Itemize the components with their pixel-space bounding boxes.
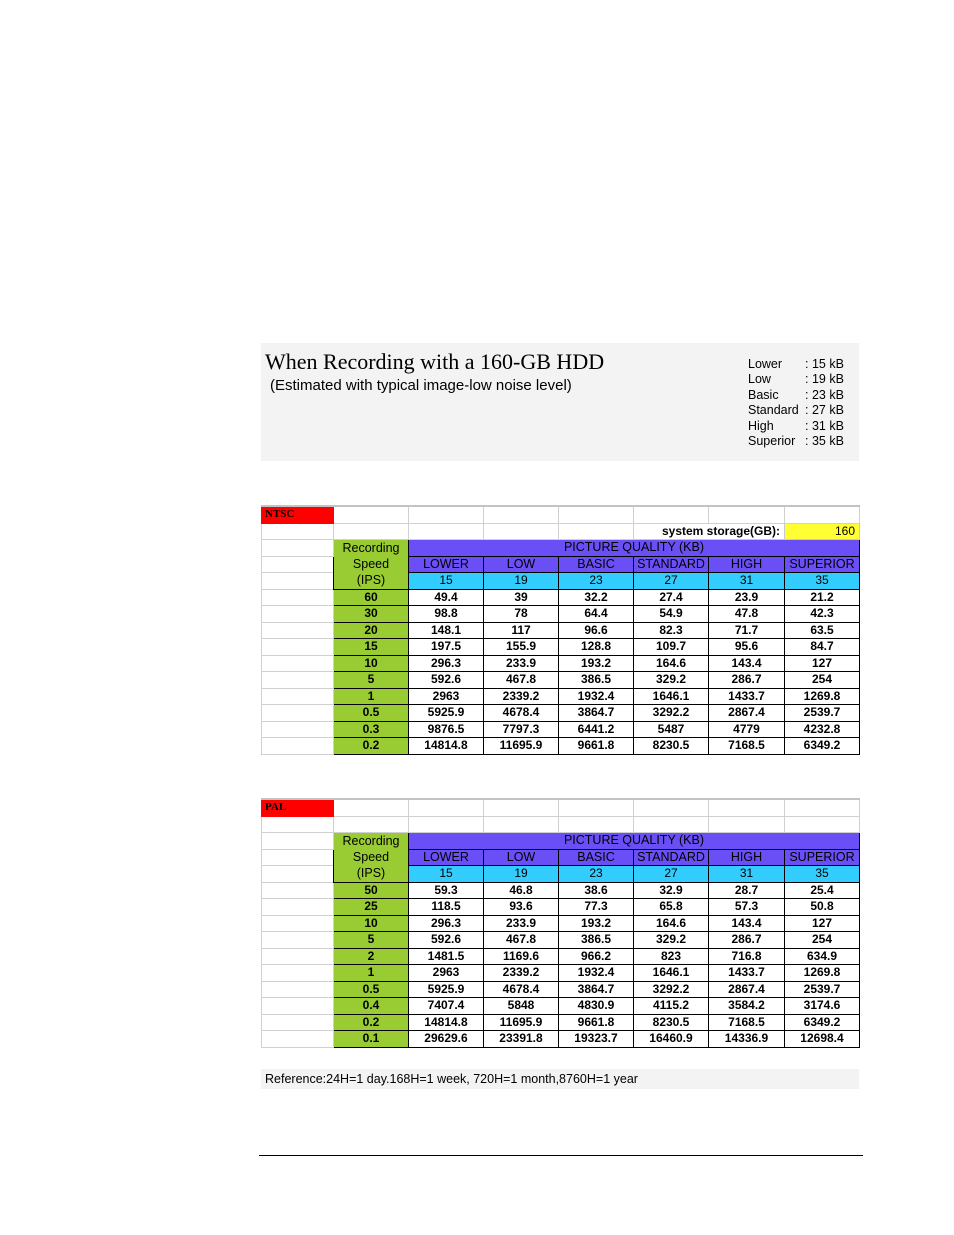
table-row	[262, 606, 860, 623]
hours-value: 8230.5	[634, 738, 709, 755]
empty-cell	[262, 639, 334, 656]
reference-note: Reference:24H=1 day.168H=1 week, 720H=1 month,8760H=1 year	[261, 1069, 859, 1089]
empty-cell	[262, 606, 334, 623]
hours-value: 84.7	[785, 639, 860, 656]
recording-speed-header	[334, 540, 409, 590]
quality-size: 35	[785, 573, 860, 590]
table-row	[262, 639, 860, 656]
hours-value: 98.8	[409, 606, 484, 623]
quality-size: 23	[559, 573, 634, 590]
legend-name: Lower	[748, 357, 783, 371]
hours-value: 1932.4	[559, 965, 634, 982]
hours-value: 65.8	[634, 899, 709, 916]
speed-value: 0.2	[334, 738, 409, 755]
hours-value: 96.6	[559, 622, 634, 639]
quality-size: 27	[634, 866, 709, 883]
hours-value: 6349.2	[785, 1014, 860, 1031]
hours-value: 197.5	[409, 639, 484, 656]
hours-value: 254	[785, 672, 860, 689]
hours-value: 2539.7	[785, 705, 860, 722]
hours-value: 2539.7	[785, 981, 860, 998]
legend-row	[748, 357, 844, 372]
hours-value: 9661.8	[559, 738, 634, 755]
storage-row	[262, 523, 860, 540]
legend-row	[748, 403, 844, 418]
legend-size: : 27 kB	[805, 403, 844, 418]
speed-header-line: Speed	[352, 557, 390, 572]
legend-row	[748, 372, 844, 387]
quality-name: BASIC	[559, 556, 634, 573]
hours-value: 12698.4	[785, 1031, 860, 1048]
legend-name: High	[748, 418, 774, 433]
hours-value: 2339.2	[484, 965, 559, 982]
quality-name: STANDARD	[634, 849, 709, 866]
hours-value: 7168.5	[709, 738, 785, 755]
pal-table	[261, 798, 860, 1048]
empty-cell	[262, 556, 334, 573]
quality-name: LOWER	[409, 849, 484, 866]
speed-value: 60	[334, 589, 409, 606]
quality-size: 15	[409, 866, 484, 883]
hours-value: 117	[484, 622, 559, 639]
legend-name: Superior	[748, 434, 796, 449]
hours-value: 59.3	[409, 882, 484, 899]
empty-cell	[785, 506, 860, 523]
quality-size: 31	[709, 866, 785, 883]
legend-name: Low	[748, 372, 771, 387]
table-row	[262, 965, 860, 982]
speed-value: 0.4	[334, 998, 409, 1015]
page-title: When Recording with a 160-GB HDD	[265, 349, 605, 374]
hours-value: 29629.6	[409, 1031, 484, 1048]
hours-value: 1646.1	[634, 965, 709, 982]
hours-value: 3292.2	[634, 981, 709, 998]
page-subtitle: (Estimated with typical image-low noise level)	[270, 377, 572, 394]
speed-header-line: Recording	[342, 541, 400, 556]
standard-tag: PAL	[262, 799, 334, 816]
empty-cell	[262, 523, 334, 540]
hours-value: 386.5	[559, 672, 634, 689]
quality-name: SUPERIOR	[785, 849, 860, 866]
quality-size: 15	[409, 573, 484, 590]
empty-cell	[262, 1014, 334, 1031]
hours-value: 467.8	[484, 932, 559, 949]
hours-value: 50.8	[785, 899, 860, 916]
legend-size: : 23 kB	[805, 387, 844, 402]
quality-name: STANDARD	[634, 556, 709, 573]
hours-value: 32.9	[634, 882, 709, 899]
legend-row	[748, 419, 844, 434]
speed-value: 0.5	[334, 705, 409, 722]
hours-value: 966.2	[559, 948, 634, 965]
hours-value: 4678.4	[484, 981, 559, 998]
table-row	[262, 981, 860, 998]
hours-value: 3292.2	[634, 705, 709, 722]
hours-value: 46.8	[484, 882, 559, 899]
speed-value: 20	[334, 622, 409, 639]
hours-value: 38.6	[559, 882, 634, 899]
legend-name: Basic	[748, 387, 779, 402]
empty-cell	[409, 799, 484, 816]
table-row	[262, 738, 860, 755]
hours-value: 78	[484, 606, 559, 623]
table-row	[262, 688, 860, 705]
hours-value: 2963	[409, 965, 484, 982]
empty-cell	[409, 523, 484, 540]
hours-value: 82.3	[634, 622, 709, 639]
hours-value: 28.7	[709, 882, 785, 899]
quality-size: 19	[484, 866, 559, 883]
hours-value: 8230.5	[634, 1014, 709, 1031]
hours-value: 1646.1	[634, 688, 709, 705]
hours-value: 32.2	[559, 589, 634, 606]
empty-cell	[334, 523, 409, 540]
hours-value: 6349.2	[785, 738, 860, 755]
quality-header-row	[262, 540, 860, 557]
table-row	[262, 998, 860, 1015]
empty-cell	[559, 523, 634, 540]
speed-value: 0.2	[334, 1014, 409, 1031]
legend-row	[748, 388, 844, 403]
system-storage-label: system storage(GB):	[634, 523, 785, 540]
quality-size: 27	[634, 573, 709, 590]
empty-cell	[262, 540, 334, 557]
speed-value: 30	[334, 606, 409, 623]
hours-value: 5487	[634, 721, 709, 738]
empty-cell	[262, 1031, 334, 1048]
table-row	[262, 915, 860, 932]
empty-cell	[559, 816, 634, 833]
hours-value: 143.4	[709, 915, 785, 932]
hours-value: 2339.2	[484, 688, 559, 705]
legend-size: : 19 kB	[805, 372, 844, 387]
hours-value: 193.2	[559, 655, 634, 672]
hours-value: 4678.4	[484, 705, 559, 722]
hours-value: 109.7	[634, 639, 709, 656]
hours-value: 77.3	[559, 899, 634, 916]
hours-value: 286.7	[709, 672, 785, 689]
hours-value: 1169.6	[484, 948, 559, 965]
empty-cell	[262, 833, 334, 850]
hours-value: 16460.9	[634, 1031, 709, 1048]
empty-cell	[785, 799, 860, 816]
hours-value: 143.4	[709, 655, 785, 672]
legend-name: Standard	[748, 403, 799, 418]
hours-value: 49.4	[409, 589, 484, 606]
hours-value: 14814.8	[409, 1014, 484, 1031]
speed-value: 1	[334, 965, 409, 982]
hours-value: 1433.7	[709, 688, 785, 705]
quality-name: LOWER	[409, 556, 484, 573]
hours-value: 1269.8	[785, 688, 860, 705]
hours-value: 11695.9	[484, 738, 559, 755]
quality-size: 31	[709, 573, 785, 590]
picture-quality-header: PICTURE QUALITY (KB)	[409, 833, 860, 850]
recording-speed-header	[334, 833, 409, 883]
empty-cell	[262, 899, 334, 916]
standard-tag: NTSC	[262, 506, 334, 523]
quality-name: LOW	[484, 849, 559, 866]
empty-cell	[262, 589, 334, 606]
hours-value: 21.2	[785, 589, 860, 606]
table-row	[262, 882, 860, 899]
empty-cell	[409, 816, 484, 833]
hours-value: 23391.8	[484, 1031, 559, 1048]
hours-value: 1932.4	[559, 688, 634, 705]
empty-cell	[262, 705, 334, 722]
hours-value: 148.1	[409, 622, 484, 639]
table-row	[262, 705, 860, 722]
hours-value: 9661.8	[559, 1014, 634, 1031]
table-row	[262, 899, 860, 916]
hours-value: 63.5	[785, 622, 860, 639]
hours-value: 1269.8	[785, 965, 860, 982]
hours-value: 3864.7	[559, 981, 634, 998]
hours-value: 7168.5	[709, 1014, 785, 1031]
empty-cell	[634, 506, 709, 523]
empty-cell	[634, 799, 709, 816]
speed-value: 50	[334, 882, 409, 899]
hours-value: 54.9	[634, 606, 709, 623]
hours-value: 164.6	[634, 915, 709, 932]
empty-cell	[785, 816, 860, 833]
hours-value: 1433.7	[709, 965, 785, 982]
hours-value: 93.6	[484, 899, 559, 916]
hours-value: 592.6	[409, 932, 484, 949]
hours-value: 3584.2	[709, 998, 785, 1015]
empty-cell	[262, 965, 334, 982]
hours-value: 233.9	[484, 915, 559, 932]
speed-header-line: Speed	[352, 850, 390, 865]
hours-value: 155.9	[484, 639, 559, 656]
hours-value: 6441.2	[559, 721, 634, 738]
hours-value: 39	[484, 589, 559, 606]
empty-cell	[262, 981, 334, 998]
hours-value: 2867.4	[709, 705, 785, 722]
speed-value: 0.1	[334, 1031, 409, 1048]
empty-cell	[262, 688, 334, 705]
system-storage-value: 160	[785, 523, 860, 540]
speed-value: 0.3	[334, 721, 409, 738]
speed-value: 25	[334, 899, 409, 916]
ntsc-table	[261, 505, 860, 755]
hours-value: 118.5	[409, 899, 484, 916]
hours-value: 14814.8	[409, 738, 484, 755]
hours-value: 296.3	[409, 655, 484, 672]
hours-value: 5925.9	[409, 981, 484, 998]
hours-value: 64.4	[559, 606, 634, 623]
quality-name: HIGH	[709, 556, 785, 573]
hours-value: 42.3	[785, 606, 860, 623]
table-row	[262, 948, 860, 965]
hours-value: 386.5	[559, 932, 634, 949]
hours-value: 254	[785, 932, 860, 949]
empty-cell	[262, 672, 334, 689]
empty-cell	[484, 506, 559, 523]
hours-value: 193.2	[559, 915, 634, 932]
hours-value: 716.8	[709, 948, 785, 965]
footer-rule	[259, 1155, 863, 1156]
hours-value: 11695.9	[484, 1014, 559, 1031]
hours-value: 14336.9	[709, 1031, 785, 1048]
quality-header-row	[262, 833, 860, 850]
empty-cell	[559, 506, 634, 523]
quality-size: 23	[559, 866, 634, 883]
empty-cell	[262, 622, 334, 639]
empty-cell	[262, 932, 334, 949]
empty-cell	[262, 882, 334, 899]
empty-cell	[262, 849, 334, 866]
table-row	[262, 721, 860, 738]
speed-value: 1	[334, 688, 409, 705]
hours-value: 2867.4	[709, 981, 785, 998]
hours-value: 823	[634, 948, 709, 965]
hours-value: 4830.9	[559, 998, 634, 1015]
hours-value: 7797.3	[484, 721, 559, 738]
hours-value: 4232.8	[785, 721, 860, 738]
empty-cell	[262, 866, 334, 883]
quality-name: SUPERIOR	[785, 556, 860, 573]
speed-value: 10	[334, 915, 409, 932]
picture-quality-header: PICTURE QUALITY (KB)	[409, 540, 860, 557]
hours-value: 47.8	[709, 606, 785, 623]
speed-value: 2	[334, 948, 409, 965]
hours-value: 329.2	[634, 932, 709, 949]
empty-cell	[334, 506, 409, 523]
speed-value: 0.5	[334, 981, 409, 998]
legend-size: : 15 kB	[805, 357, 844, 371]
table-row	[262, 589, 860, 606]
empty-cell	[709, 816, 785, 833]
table-row	[262, 672, 860, 689]
speed-value: 10	[334, 655, 409, 672]
empty-cell	[409, 506, 484, 523]
hours-value: 3174.6	[785, 998, 860, 1015]
sheet-tag-row	[262, 506, 860, 523]
quality-size: 19	[484, 573, 559, 590]
speed-header-line: (IPS)	[356, 573, 386, 588]
empty-cell	[634, 816, 709, 833]
table-row	[262, 622, 860, 639]
quality-size-legend	[748, 357, 844, 449]
empty-cell	[262, 948, 334, 965]
speed-value: 5	[334, 672, 409, 689]
quality-name: LOW	[484, 556, 559, 573]
hours-value: 467.8	[484, 672, 559, 689]
hours-value: 95.6	[709, 639, 785, 656]
hours-value: 2963	[409, 688, 484, 705]
hours-value: 128.8	[559, 639, 634, 656]
hours-value: 127	[785, 655, 860, 672]
hours-value: 9876.5	[409, 721, 484, 738]
empty-cell	[262, 915, 334, 932]
empty-cell	[262, 738, 334, 755]
hours-value: 4115.2	[634, 998, 709, 1015]
hours-value: 286.7	[709, 932, 785, 949]
hours-value: 23.9	[709, 589, 785, 606]
speed-value: 15	[334, 639, 409, 656]
speed-header-line: Recording	[342, 834, 400, 849]
quality-name: HIGH	[709, 849, 785, 866]
empty-cell	[262, 573, 334, 590]
hours-value: 5925.9	[409, 705, 484, 722]
hours-value: 329.2	[634, 672, 709, 689]
hours-value: 27.4	[634, 589, 709, 606]
hours-value: 634.9	[785, 948, 860, 965]
empty-cell	[334, 799, 409, 816]
table-row	[262, 655, 860, 672]
hours-value: 71.7	[709, 622, 785, 639]
empty-cell	[262, 655, 334, 672]
empty-cell	[334, 816, 409, 833]
empty-cell	[484, 523, 559, 540]
table-row	[262, 1031, 860, 1048]
quality-size: 35	[785, 866, 860, 883]
hours-value: 57.3	[709, 899, 785, 916]
hours-value: 233.9	[484, 655, 559, 672]
legend-row	[748, 434, 844, 449]
legend-size: : 31 kB	[805, 418, 844, 433]
speed-value: 5	[334, 932, 409, 949]
hours-value: 127	[785, 915, 860, 932]
empty-cell	[262, 721, 334, 738]
empty-cell	[484, 799, 559, 816]
hours-value: 7407.4	[409, 998, 484, 1015]
speed-header-line: (IPS)	[356, 866, 386, 881]
hours-value: 296.3	[409, 915, 484, 932]
empty-cell	[484, 816, 559, 833]
hours-value: 592.6	[409, 672, 484, 689]
empty-cell	[709, 506, 785, 523]
empty-cell	[262, 998, 334, 1015]
empty-cell	[559, 799, 634, 816]
empty-cell	[709, 799, 785, 816]
hours-value: 25.4	[785, 882, 860, 899]
legend-size: : 35 kB	[805, 434, 844, 449]
hours-value: 1481.5	[409, 948, 484, 965]
hours-value: 19323.7	[559, 1031, 634, 1048]
storage-row	[262, 816, 860, 833]
empty-cell	[262, 816, 334, 833]
hours-value: 5848	[484, 998, 559, 1015]
hours-value: 4779	[709, 721, 785, 738]
hours-value: 164.6	[634, 655, 709, 672]
table-row	[262, 932, 860, 949]
hours-value: 3864.7	[559, 705, 634, 722]
quality-name: BASIC	[559, 849, 634, 866]
table-row	[262, 1014, 860, 1031]
sheet-tag-row	[262, 799, 860, 816]
